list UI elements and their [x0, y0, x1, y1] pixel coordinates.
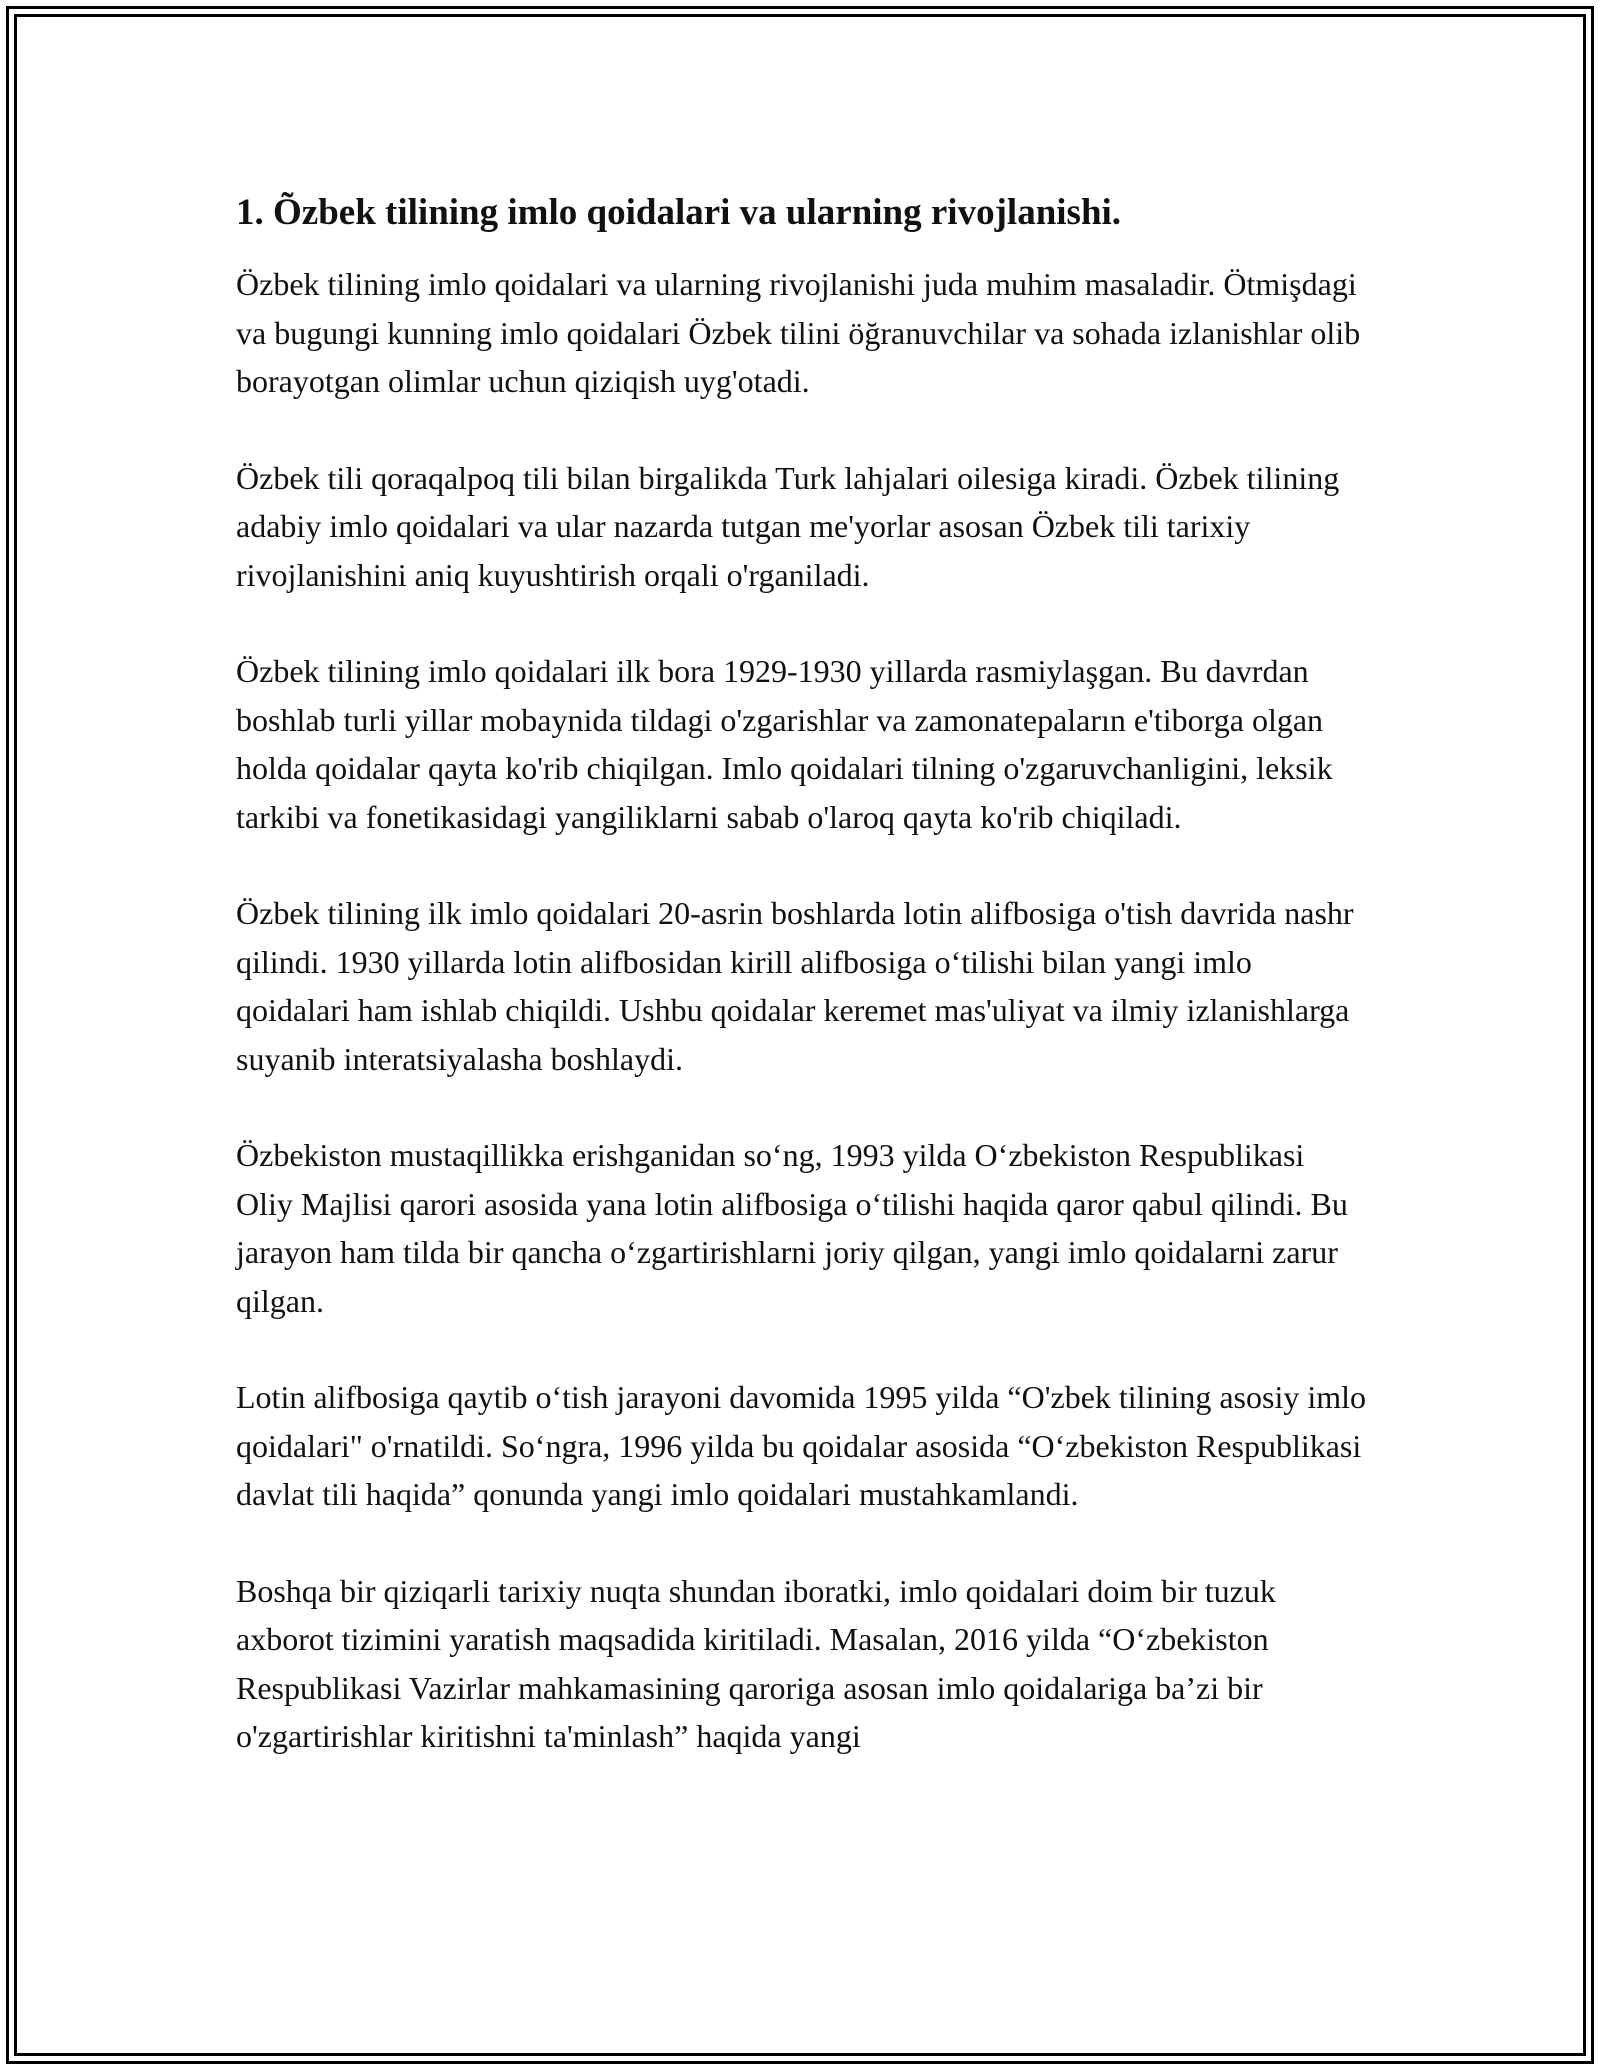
paragraph-1: Özbek tilining imlo qoidalari va ularning rivojlanishi juda muhim masaladir. Ötmişdagi va bugungi kunning imlo qoidalari Özbek tilini öğranuvchilar va sohada izlanishlar olib borayotgan olimlar uchun qiziqish uyg'otadi.	[236, 266, 1361, 399]
document-body	[236, 188, 1366, 1809]
section-heading: 1. Õzbek tilining imlo qoidalari va ularning rivojlanishi.	[236, 192, 1122, 233]
paragraph-7: Boshqa bir qiziqarli tarixiy nuqta shundan iboratki, imlo qoidalari doim bir tuzuk axborot tizimini yaratish maqsadida kiritiladi. Masalan, 2016 yilda “O‘zbekiston Respublikasi Vazirlar mahkamasining qaroriga asosan imlo qoidalariga ba’zi bir o'zgartirishlar kiritishni ta'minlash” haqida yangi	[236, 1572, 1276, 1754]
paragraph-2: Özbek tili qoraqalpoq tili bilan birgalikda Turk lahjalari oilesiga kiradi. Özbek tilining adabiy imlo qoidalari va ular nazarda tutgan me'yorlar asosan Özbek tili tarixiy rivojlanishini aniq kuyushtirish orqali o'rganiladi.	[236, 459, 1340, 593]
paragraph-3: Özbek tilining imlo qoidalari ilk bora 1929-1930 yillarda rasmiylaşgan. Bu davrdan boshlab turli yillar mobaynida tildagi o'zgarishlar va zamonatepaların e'tiborga olgan holda qoidalar qayta ko'rib chiqilgan. Imlo qoidalari tilning o'zgaruvchanligini, leksik tarkibi va fonetikasidagi yangiliklarni sabab o'laroq qayta ko'rib chiqiladi.	[236, 653, 1333, 835]
paragraph-5: Özbekiston mustaqillikka erishganidan so‘ng, 1993 yilda O‘zbekiston Respublikasi Oliy Majlisi qarori asosida yana lotin alifbosiga o‘tilishi haqida qaror qabul qilindi. Bu jarayon ham tilda bir qancha o‘zgartirishlarni joriy qilgan, yangi imlo qoidalarni zarur qilgan.	[236, 1137, 1348, 1319]
paragraph-6: Lotin alifbosiga qaytib o‘tish jarayoni davomida 1995 yilda “O'zbek tilining asosiy imlo qoidalari" o'rnatildi. So‘ngra, 1996 yilda bu qoidalar asosida “O‘zbekiston Respublikasi davlat tili haqida” qonunda yangi imlo qoidalari mustahkamlandi.	[236, 1379, 1367, 1512]
paragraph-4: Özbek tilining ilk imlo qoidalari 20-asrin boshlarda lotin alifbosiga o'tish davrida nashr qilindi. 1930 yillarda lotin alifbosidan kirill alifbosiga o‘tilishi bilan yangi imlo qoidalari ham ishlab chiqildi. Ushbu qoidalar keremet mas'uliyat va ilmiy izlanishlarga suyanib interatsiyalasha boshlaydi.	[236, 895, 1354, 1077]
